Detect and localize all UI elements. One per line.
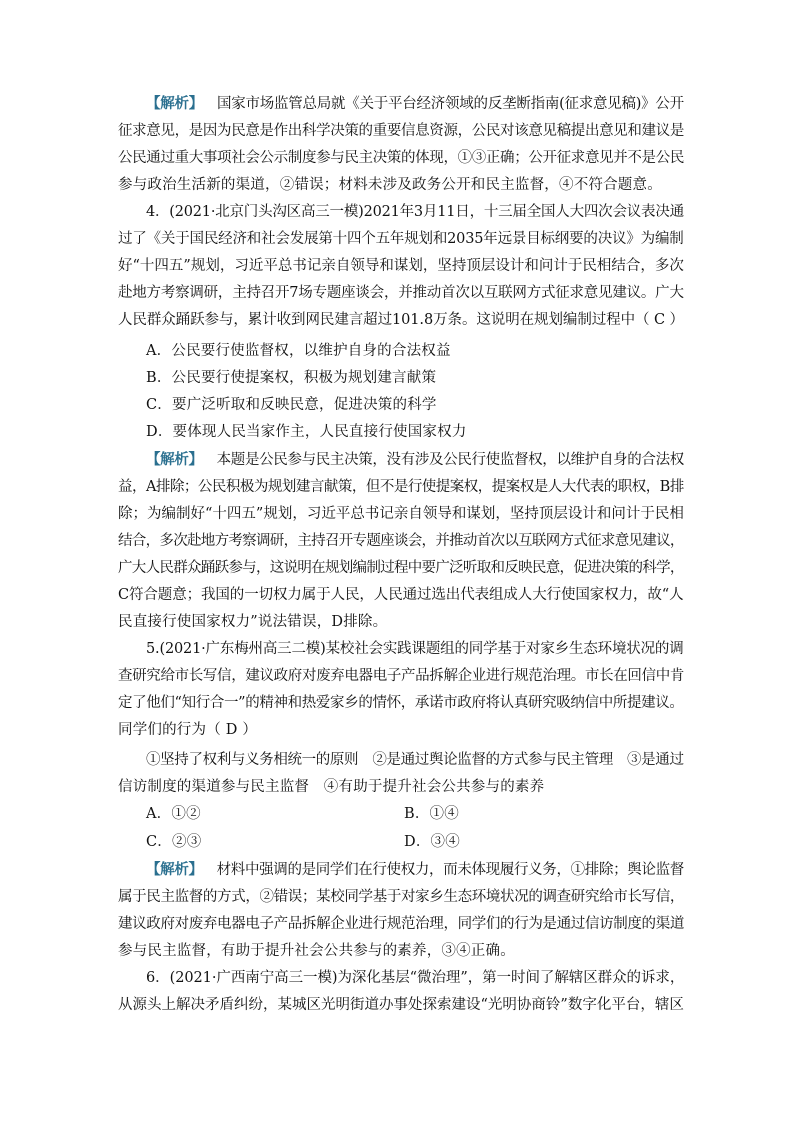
- option-d: D．③④: [404, 834, 460, 850]
- question-stem-line: 好“十四五”规划，习近平总书记亲自领导和谋划，坚持顶层设计和问计于民相结合，多次: [118, 258, 684, 274]
- text-line: C符合题意；我国的一切权力属于人民，人民通过选出代表组成人大行使国家权力，故“人: [118, 587, 684, 603]
- option-c: C．要广泛听取和反映民意，促进决策的科学: [146, 397, 437, 413]
- text-line: 除；为编制好“十四五”规划，习近平总书记亲自领导和谋划，坚持顶层设计和问计于民相: [118, 506, 684, 522]
- analysis-label: 【解析】: [146, 95, 204, 112]
- text-line: 结合，多次赴地方考察调研，主持召开专题座谈会，并推动首次以互联网方式征求意见建议，: [118, 533, 684, 549]
- analysis-label: 【解析】: [146, 861, 203, 878]
- question-stem-line: 查研究给市长写信，建议政府对废弃电器电子产品拆解企业进行规范治理。市长在回信中肯: [118, 668, 684, 684]
- text-line: 民直接行使国家权力”说法错误，D排除。: [118, 614, 388, 630]
- text-line: 公民通过重大事项社会公示制度参与民主决策的体现，①③正确；公开征求意见并不是公民: [118, 150, 684, 166]
- analysis-label: 【解析】: [146, 451, 203, 468]
- option-b: B．①④: [404, 806, 459, 822]
- statement-line: ①坚持了权利与义务相统一的原则 ②是通过舆论监督的方式参与民主管理 ③是通过: [146, 752, 684, 768]
- question-stem-line: 6．(2021·广西南宁高三一模)为深化基层“微治理”，第一时间了解辖区群众的诉求，: [146, 970, 685, 986]
- text-line: 属于民主监督的方式，②错误；某校同学基于对家乡生态环境状况的调查研究给市长写信，: [118, 889, 684, 905]
- text-line: 征求意见，是因为民意是作出科学决策的重要信息资源，公民对该意见稿提出意见和建议是: [118, 123, 684, 139]
- question-stem-line: 同学们的行为（ D ）: [118, 722, 258, 738]
- question-stem-line: 赴地方考察调研，主持召开7场专题座谈会，并推动首次以互联网方式征求意见建议。广大: [118, 285, 684, 301]
- question-stem-line: 人民群众踊跃参与，累计收到网民建言超过101.8万条。这说明在规划编制过程中（ C ）: [118, 312, 684, 328]
- option-c: C．②③: [146, 834, 202, 850]
- option-b: B．公民要行使提案权，积极为规划建言献策: [146, 370, 437, 386]
- text-line: 【解析】 材料中强调的是同学们在行使权力，而未体现履行义务，①排除；舆论监督: [146, 861, 684, 878]
- question-stem-line: 定了他们“知行合一”的精神和热爱家乡的情怀，承诺市政府将认真研究吸纳信中所提建议。: [118, 695, 684, 711]
- text-line: 广大人民群众踊跃参与，这说明在规划编制过程中要广泛听取和反映民意，促进决策的科学，: [118, 560, 684, 576]
- option-a: A．①②: [146, 806, 201, 822]
- question-stem-line: 过了《关于国民经济和社会发展第十四个五年规划和2035年远景目标纲要的决议》为编制: [118, 231, 684, 247]
- question-stem-line: 5.(2021·广东梅州高三二模)某校社会实践课题组的同学基于对家乡生态环境状况的调: [146, 641, 684, 657]
- question-stem-line: 4．(2021·北京门头沟区高三一模)2021年3月11日，十三届全国人大四次会议表决通: [146, 204, 684, 220]
- statement-line: 信访制度的渠道参与民主监督 ④有助于提升社会公共参与的素养: [118, 779, 545, 795]
- text-line: 参与政治生活新的渠道，②错误；材料未涉及政务公开和民主监督，④不符合题意。: [118, 177, 662, 193]
- text-line: 益，A排除；公民积极为规划建言献策，但不是行使提案权，提案权是人大代表的职权，B排: [118, 479, 684, 495]
- text-line: 【解析】 本题是公民参与民主决策，没有涉及公民行使监督权，以维护自身的合法权: [146, 451, 684, 468]
- text-line: 参与民主监督，有助于提升社会公共参与的素养，③④正确。: [118, 943, 515, 959]
- question-stem-line: 从源头上解决矛盾纠纷，某城区光明街道办事处探索建设“光明协商铃”数字化平台，辖区: [118, 997, 684, 1013]
- option-d: D．要体现人民当家作主，人民直接行使国家权力: [146, 424, 467, 440]
- text-line: 建议政府对废弃电器电子产品拆解企业进行规范治理，同学们的行为是通过信访制度的渠道: [118, 916, 684, 932]
- option-a: A．公民要行使监督权，以维护自身的合法权益: [146, 343, 451, 359]
- text-line: 【解析】 国家市场监管总局就《关于平台经济领域的反垄断指南(征求意见稿)》公开: [146, 95, 684, 112]
